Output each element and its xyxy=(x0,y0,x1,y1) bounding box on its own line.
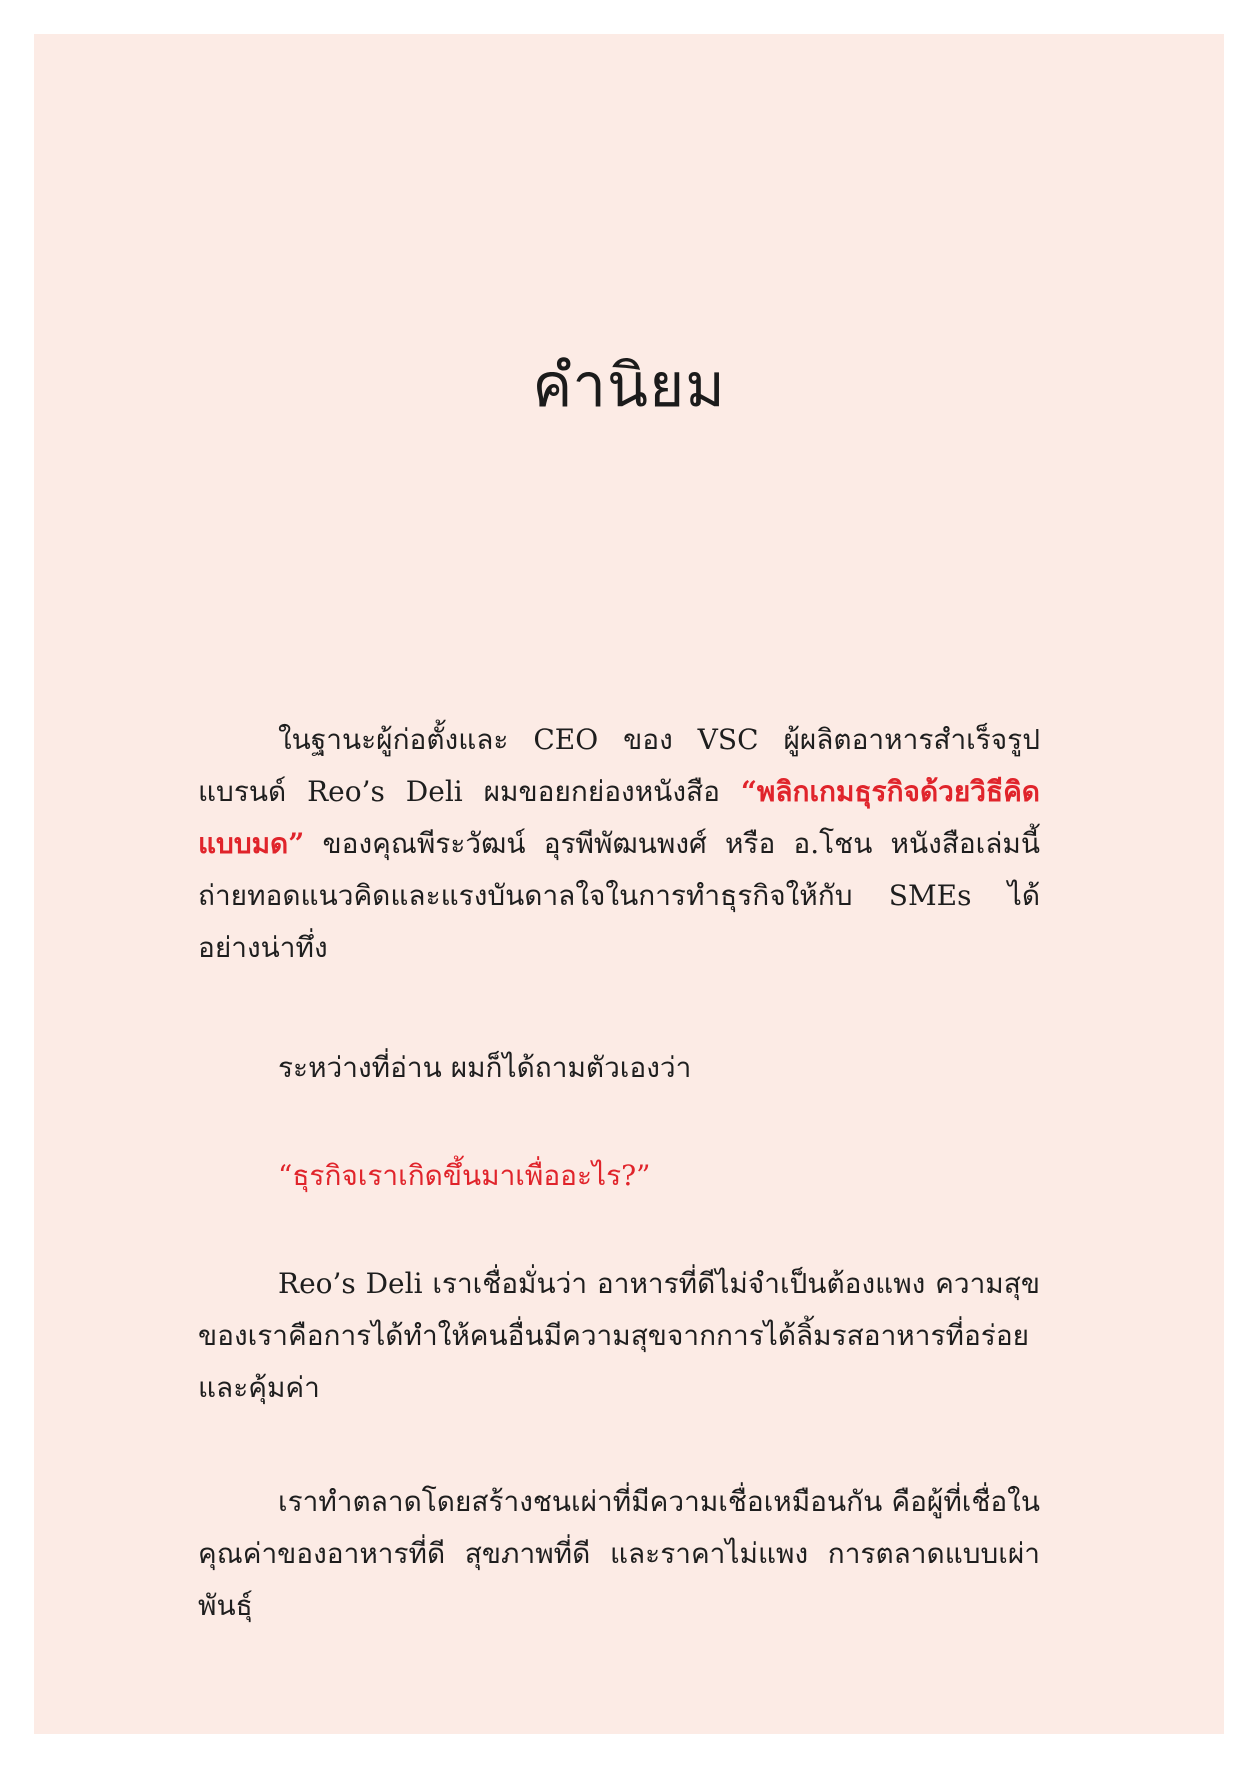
belief-text: Reo’s Deli เราเชื่อมั่นว่า อาหารที่ดีไม่จำเป็นต้องแพง ความสุขของเราคือการได้ทำให้คนอื่นมีความสุขจากการได้ลิ้มรสอาหารที่อร่อยและคุ้มค่า xyxy=(198,1267,1040,1404)
reflection-text: ระหว่างที่อ่าน ผมก็ได้ถามตัวเองว่า xyxy=(278,1051,692,1084)
intro-text-end: ของคุณพีระวัฒน์ อุรพีพัฒนพงศ์ หรือ อ.โชน หนังสือเล่มนี้ถ่ายทอดแนวคิดและแรงบันดาลใจในการทำธุรกิจให้กับ SMEs ได้อย่างน่าทึ่ง xyxy=(198,827,1040,964)
paragraph-question xyxy=(198,1150,1040,1202)
marketing-text: เราทำตลาดโดยสร้างชนเผ่าที่มีความเชื่อเหมือนกัน คือผู้ที่เชื่อในคุณค่าของอาหารที่ดี สุขภาพที่ดี และราคาไม่แพง การตลาดแบบเผ่าพันธุ์ xyxy=(198,1485,1040,1622)
book-title-highlight: “พลิกเกมธุรกิจด้วยวิธีคิดแบบมด” xyxy=(198,775,1040,860)
paragraph-belief xyxy=(198,1258,1040,1414)
question-quote: “ธุรกิจเราเกิดขึ้นมาเพื่ออะไร?” xyxy=(278,1159,651,1192)
paragraph-marketing xyxy=(198,1476,1040,1632)
intro-text-start: ในฐานะผู้ก่อตั้งและ CEO ของ VSC ผู้ผลิตอาหารสำเร็จรูปแบรนด์ Reo’s Deli ผมขอยกย่องหนังสือ xyxy=(198,723,1040,808)
page-title: คำนิยม xyxy=(532,351,726,421)
paragraph-reflection xyxy=(198,1042,1040,1094)
paragraph-intro xyxy=(198,714,1040,974)
